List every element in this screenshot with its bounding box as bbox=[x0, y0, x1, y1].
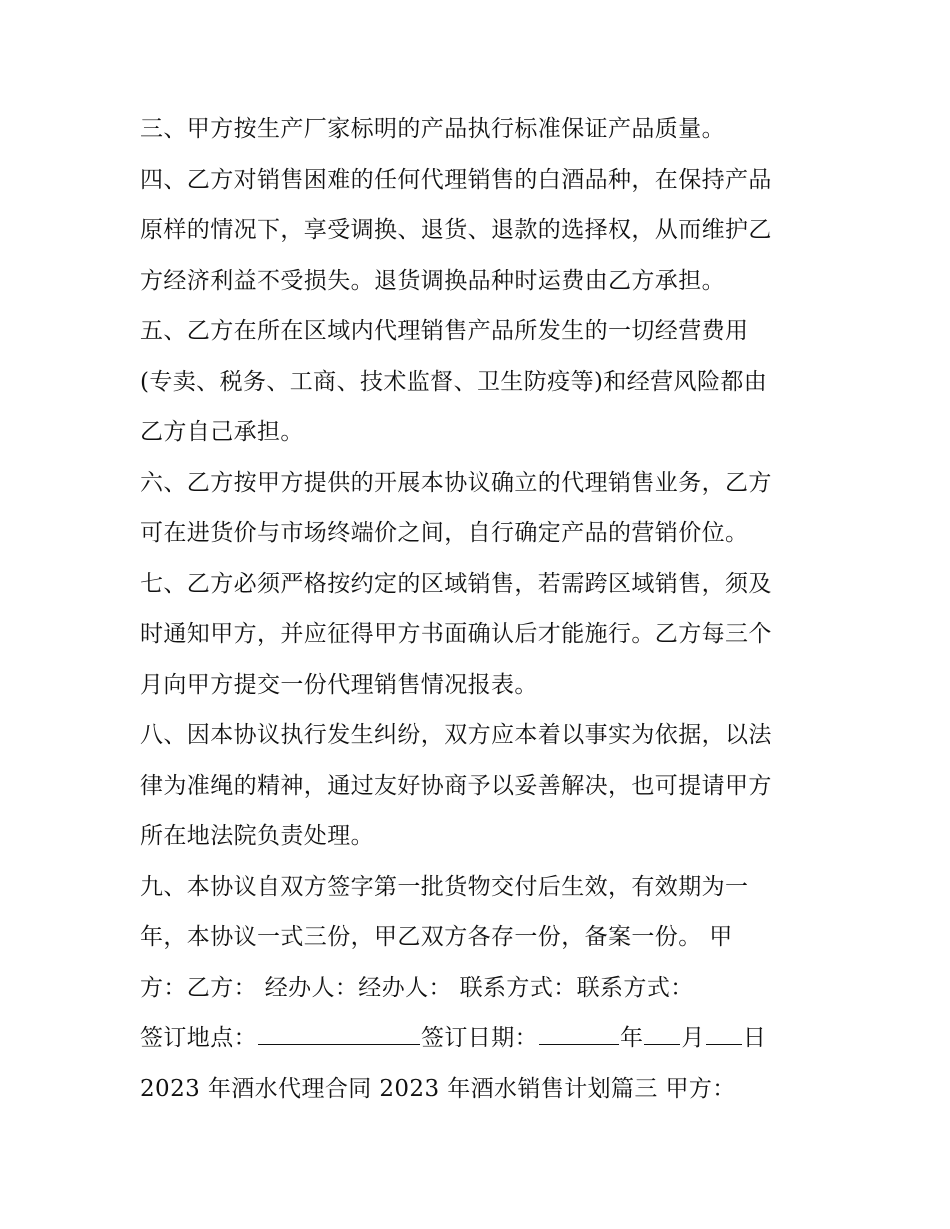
text-line: 所在地法院负责处理。 bbox=[140, 823, 374, 849]
text-line: 八、因本协议执行发生纠纷，双方应本着以事实为依据，以法 bbox=[140, 722, 772, 748]
signing-place-label: 签订地点： bbox=[140, 1025, 257, 1051]
text-line: 六、乙方按甲方提供的开展本协议确立的代理销售业务，乙方 bbox=[140, 469, 772, 496]
text-line: (专卖、税务、工商、技术监督、卫生防疫等)和经营风险都由 bbox=[140, 368, 768, 395]
year-label: 年 bbox=[620, 1025, 644, 1051]
month-label: 月 bbox=[681, 1025, 705, 1051]
document-body bbox=[140, 104, 820, 1114]
signing-line bbox=[140, 1013, 820, 1064]
text-line: 原样的情况下，享受调换、退货、退款的选择权，从而维护乙 bbox=[140, 217, 772, 243]
text-line: 五、乙方在所在区域内代理销售产品所发生的一切经营费用 bbox=[140, 318, 749, 344]
text-line: 年，本协议一式三份，甲乙双方各存一份，备案一份。 甲 bbox=[140, 924, 733, 950]
signing-day-blank bbox=[706, 1018, 742, 1045]
text-line: 时通知甲方，并应征得甲方书面确认后才能施行。乙方每三个 bbox=[140, 621, 772, 647]
text-line: 九、本协议自双方签字第一批货物交付后生效，有效期为一 bbox=[140, 873, 749, 900]
signing-month-blank bbox=[644, 1018, 680, 1045]
signing-date-label: 签订日期： bbox=[421, 1025, 538, 1051]
signing-place-blank bbox=[258, 1018, 420, 1045]
text-line: 月向甲方提交一份代理销售情况报表。 bbox=[140, 671, 538, 698]
day-label: 日 bbox=[742, 1025, 767, 1051]
text-line: 四、乙方对销售困难的任何代理销售的白酒品种，在保持产品 bbox=[140, 166, 772, 193]
text-line: 方：乙方： 经办人：经办人： 联系方式：联系方式： bbox=[140, 974, 694, 1001]
text-line: 律为准绳的精神，通过友好协商予以妥善解决，也可提请甲方 bbox=[140, 772, 772, 799]
text-line: 七、乙方必须严格按约定的区域销售，若需跨区域销售，须及 bbox=[140, 570, 772, 597]
text-line: 可在进货价与市场终端价之间，自行确定产品的营销价位。 bbox=[140, 520, 749, 546]
signing-year-blank bbox=[539, 1018, 619, 1045]
text-line-last: 2023 年酒水代理合同 2023 年酒水销售计划篇三 甲方： bbox=[140, 1075, 736, 1102]
text-line: 方经济利益不受损失。退货调换品种时运费由乙方承担。 bbox=[140, 267, 725, 294]
text-line: 乙方自己承担。 bbox=[140, 419, 304, 445]
text-line: 三、甲方按生产厂家标明的产品执行标准保证产品质量。 bbox=[140, 116, 725, 142]
